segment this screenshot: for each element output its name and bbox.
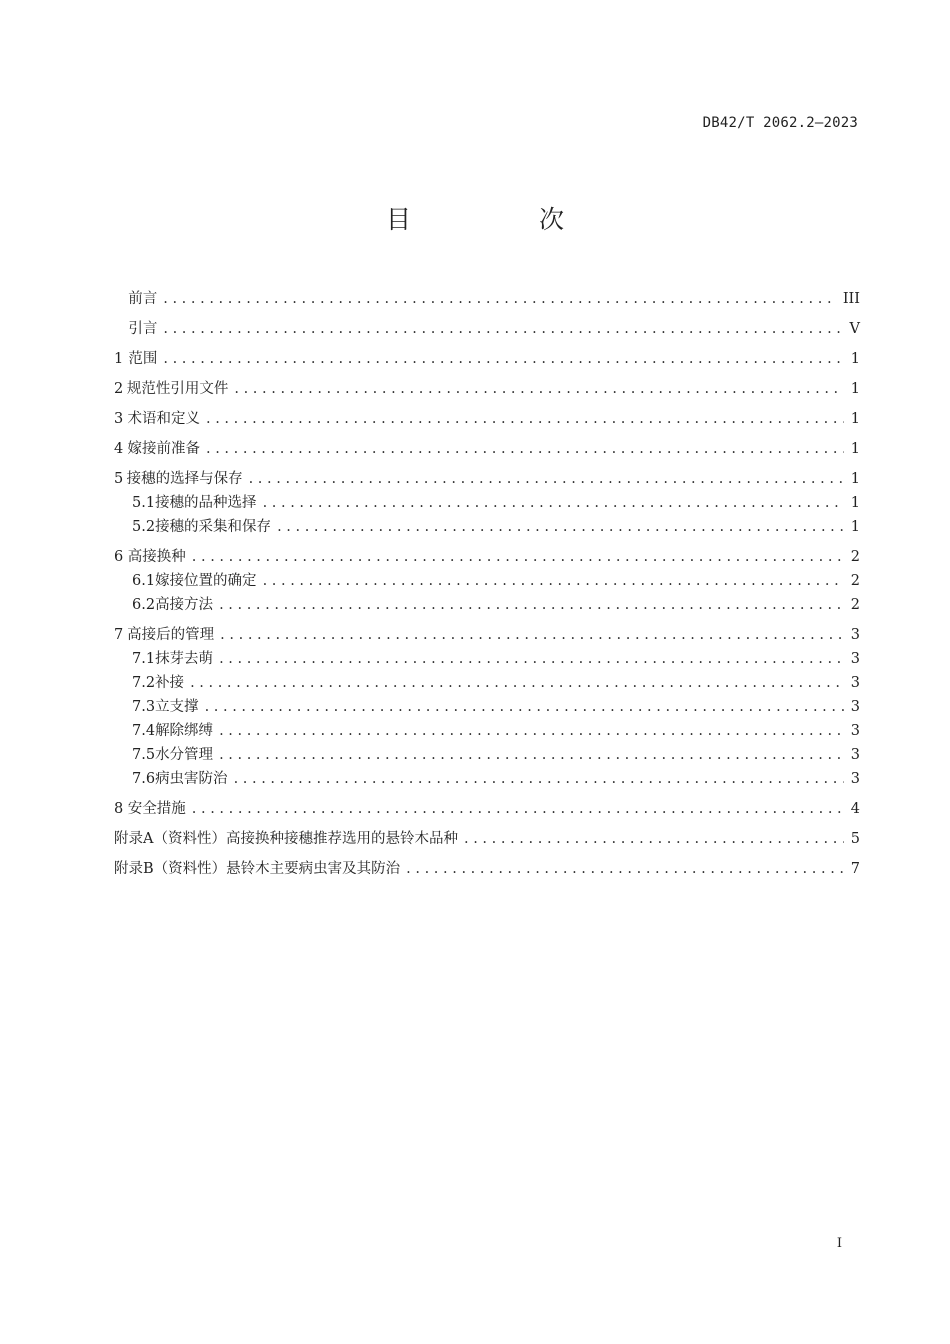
toc-entry[interactable]: [114, 545, 860, 569]
toc-entry-label: 立支撑: [155, 699, 199, 715]
toc-entry[interactable]: [114, 287, 860, 311]
toc-entry[interactable]: [114, 467, 860, 491]
toc-entry-number: 2: [114, 381, 124, 397]
toc-entry-number: 6.1: [132, 573, 156, 589]
toc-entry[interactable]: [114, 407, 860, 431]
toc-entry-number: 7.1: [132, 651, 156, 667]
toc-dot-leader: [234, 767, 844, 791]
toc-entry[interactable]: [114, 647, 860, 671]
toc-entry-label: 安全措施: [127, 801, 186, 817]
toc-dot-leader: [464, 827, 844, 851]
toc-entry-number: 7.3: [132, 699, 156, 715]
toc-entry-page: 3: [850, 627, 860, 643]
toc-entry-label: 前言: [128, 291, 158, 307]
toc-dot-leader: [163, 317, 843, 341]
toc-dot-leader: [205, 695, 844, 719]
toc-entry-page: 3: [850, 723, 860, 739]
toc-entry-page: 1: [850, 519, 860, 535]
toc-entry-label: 术语和定义: [127, 411, 200, 427]
toc-dot-leader: [263, 569, 844, 593]
toc-entry-number: 5: [114, 471, 124, 487]
toc-entry-page: 3: [850, 699, 860, 715]
toc-entry-page: V: [849, 321, 860, 337]
table-of-contents: [114, 287, 860, 881]
toc-entry-page: 2: [850, 573, 860, 589]
toc-entry-number: 1: [114, 351, 124, 367]
toc-entry[interactable]: [114, 437, 860, 461]
toc-entry-label: 引言: [128, 321, 158, 337]
toc-entry-page: 3: [850, 771, 860, 787]
toc-dot-leader: [219, 743, 844, 767]
toc-entry-label: 接穗的采集和保存: [155, 519, 272, 535]
toc-entry[interactable]: [114, 743, 860, 767]
toc-entry-label: 悬铃木主要病虫害及其防治: [226, 861, 401, 877]
toc-dot-leader: [249, 467, 844, 491]
toc-entry-number: 7.4: [132, 723, 156, 739]
toc-entry[interactable]: [114, 347, 860, 371]
toc-entry-number: 附录A（资料性）: [114, 831, 226, 847]
toc-entry-number: 7.5: [132, 747, 156, 763]
toc-entry-label: 高接换种: [127, 549, 186, 565]
toc-dot-leader: [234, 377, 844, 401]
toc-entry[interactable]: [114, 797, 860, 821]
toc-entry-page: 2: [850, 597, 860, 613]
toc-entry[interactable]: [114, 695, 860, 719]
toc-entry-page: 1: [850, 351, 860, 367]
toc-dot-leader: [206, 407, 844, 431]
toc-entry-label: 高接换种接穗推荐选用的悬铃木品种: [225, 831, 458, 847]
toc-entry[interactable]: [114, 593, 860, 617]
toc-entry-label: 高接方法: [155, 597, 214, 613]
toc-entry-label: 解除绑缚: [155, 723, 214, 739]
toc-entry-number: 4: [114, 441, 124, 457]
toc-dot-leader: [406, 857, 844, 881]
toc-entry-number: 7: [114, 627, 124, 643]
toc-entry-number: 7.2: [132, 675, 156, 691]
toc-entry-page: 2: [850, 549, 860, 565]
toc-entry-page: 1: [850, 471, 860, 487]
toc-entry[interactable]: [114, 671, 860, 695]
toc-dot-leader: [192, 545, 844, 569]
toc-entry[interactable]: [114, 569, 860, 593]
toc-entry-label: 抹芽去萌: [155, 651, 214, 667]
toc-entry-page: 3: [850, 747, 860, 763]
toc-entry-label: 病虫害防治: [155, 771, 228, 787]
toc-dot-leader: [192, 797, 844, 821]
toc-entry[interactable]: [114, 377, 860, 401]
toc-entry-label: 嫁接前准备: [127, 441, 200, 457]
page-title: 目 次: [386, 205, 624, 234]
toc-dot-leader: [163, 347, 844, 371]
toc-dot-leader: [277, 515, 844, 539]
toc-entry-number: 6.2: [132, 597, 156, 613]
toc-dot-leader: [263, 491, 844, 515]
toc-entry-page: 1: [850, 411, 860, 427]
toc-entry-label: 嫁接位置的确定: [155, 573, 257, 589]
toc-entry-page: 5: [850, 831, 860, 847]
toc-entry-page: 1: [850, 441, 860, 457]
toc-dot-leader: [190, 671, 844, 695]
toc-entry-page: 1: [850, 381, 860, 397]
toc-entry-label: 范围: [128, 351, 158, 367]
toc-entry-page: III: [842, 291, 860, 307]
page-number: I: [836, 1236, 842, 1251]
toc-entry-page: 3: [850, 675, 860, 691]
toc-entry[interactable]: [114, 827, 860, 851]
toc-entry-number: 5.1: [132, 495, 156, 511]
toc-entry-label: 高接后的管理: [127, 627, 215, 643]
toc-entry-label: 补接: [155, 675, 185, 691]
toc-entry[interactable]: [114, 857, 860, 881]
toc-entry-label: 接穗的品种选择: [155, 495, 257, 511]
toc-entry[interactable]: [114, 515, 860, 539]
document-code: DB42/T 2062.2—2023: [702, 115, 858, 131]
toc-entry[interactable]: [114, 623, 860, 647]
toc-entry-page: 4: [850, 801, 860, 817]
toc-dot-leader: [163, 287, 837, 311]
toc-entry-number: 8: [114, 801, 124, 817]
toc-entry-page: 3: [850, 651, 860, 667]
toc-entry-number: 7.6: [132, 771, 156, 787]
toc-entry-label: 接穗的选择与保存: [126, 471, 243, 487]
toc-entry-number: 附录B（资料性）: [114, 861, 227, 877]
toc-dot-leader: [219, 647, 844, 671]
toc-entry-label: 水分管理: [155, 747, 214, 763]
toc-entry-number: 6: [114, 549, 124, 565]
toc-entry-page: 7: [850, 861, 860, 877]
toc-entry[interactable]: [114, 767, 860, 791]
toc-dot-leader: [206, 437, 844, 461]
toc-entry-label: 规范性引用文件: [126, 381, 229, 397]
toc-entry-number: 3: [114, 411, 124, 427]
toc-entry[interactable]: [114, 719, 860, 743]
toc-entry[interactable]: [114, 317, 860, 341]
toc-dot-leader: [220, 623, 844, 647]
toc-dot-leader: [219, 593, 844, 617]
toc-entry-number: 5.2: [132, 519, 156, 535]
toc-entry-page: 1: [850, 495, 860, 511]
toc-dot-leader: [219, 719, 844, 743]
toc-entry[interactable]: [114, 491, 860, 515]
